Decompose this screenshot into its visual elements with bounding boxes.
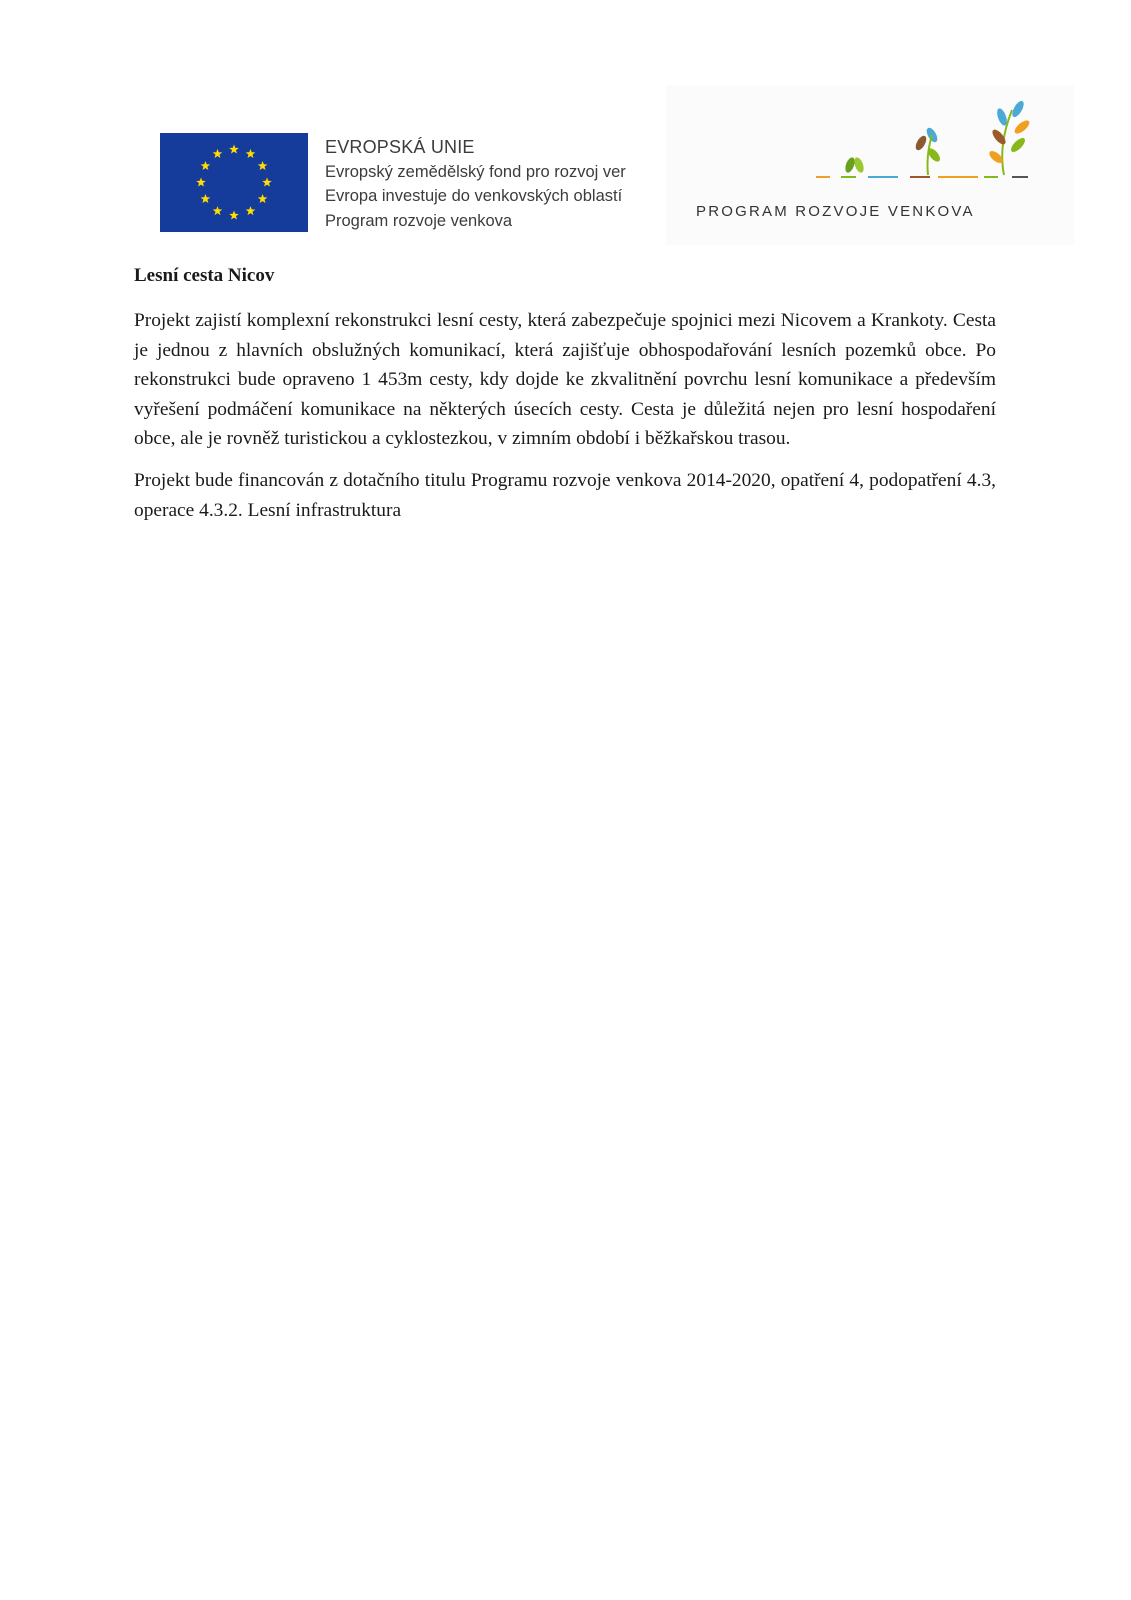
page-header [160, 85, 1080, 245]
prv-caption: PROGRAM ROZVOJE VENKOVA [696, 203, 975, 220]
sprouting-plants-icon [666, 85, 1074, 245]
eu-line-2: Evropa investuje do venkovských oblastí [325, 187, 623, 206]
paragraph-2: Projekt bude financován z dotačního titulu Programu rozvoje venkova 2014-2020, opatření 4, podopatření 4.3, operace 4.3.2. Lesní infrastruktura [134, 469, 996, 521]
eu-star-icon [246, 206, 256, 215]
eu-stars-icon [160, 133, 308, 232]
paragraph-1: Projekt zajistí komplexní rekonstrukci lesní cesty, která zabezpečuje spojnici mezi Nicovem a Krankoty. Cesta je jednou z hlavních obslužných komunikací, která zajišťuje obhospodařování lesních pozemků obce. Po rekonstrukci bude opraveno 1 453m cesty, kdy dojde ke zkvalitnění povrchu lesní komunikace a především vyřešení podmáčení komunikace na některých úsecích cesty. Cesta je důležitá nejen pro lesní hospodaření obce, ale je rovněž turistickou a cyklostezkou, v zimním období i běžkařskou trasou. [134, 310, 996, 450]
eu-star-icon [213, 206, 223, 215]
eu-star-icon [201, 194, 211, 203]
eu-flag-logo [160, 133, 308, 232]
eu-star-icon [258, 161, 268, 170]
eu-star-icon [201, 161, 211, 170]
eu-line-3: Program rozvoje venkova [325, 211, 513, 230]
eu-star-icon [246, 149, 256, 158]
eu-star-icon [213, 149, 223, 158]
document-title: Lesní cesta Nicov [134, 265, 275, 286]
document-body [134, 264, 996, 537]
eu-star-icon [262, 178, 272, 187]
eu-line-1: Evropský zemědělský fond pro rozvoj ver [325, 162, 626, 181]
eu-star-icon [258, 194, 268, 203]
eu-text-block [325, 135, 665, 233]
eu-star-icon [196, 178, 206, 187]
eu-title: EVROPSKÁ UNIE [325, 137, 475, 157]
eu-star-icon [229, 211, 239, 220]
eu-star-icon [229, 145, 239, 154]
program-rozvoje-venkova-logo [666, 85, 1074, 245]
